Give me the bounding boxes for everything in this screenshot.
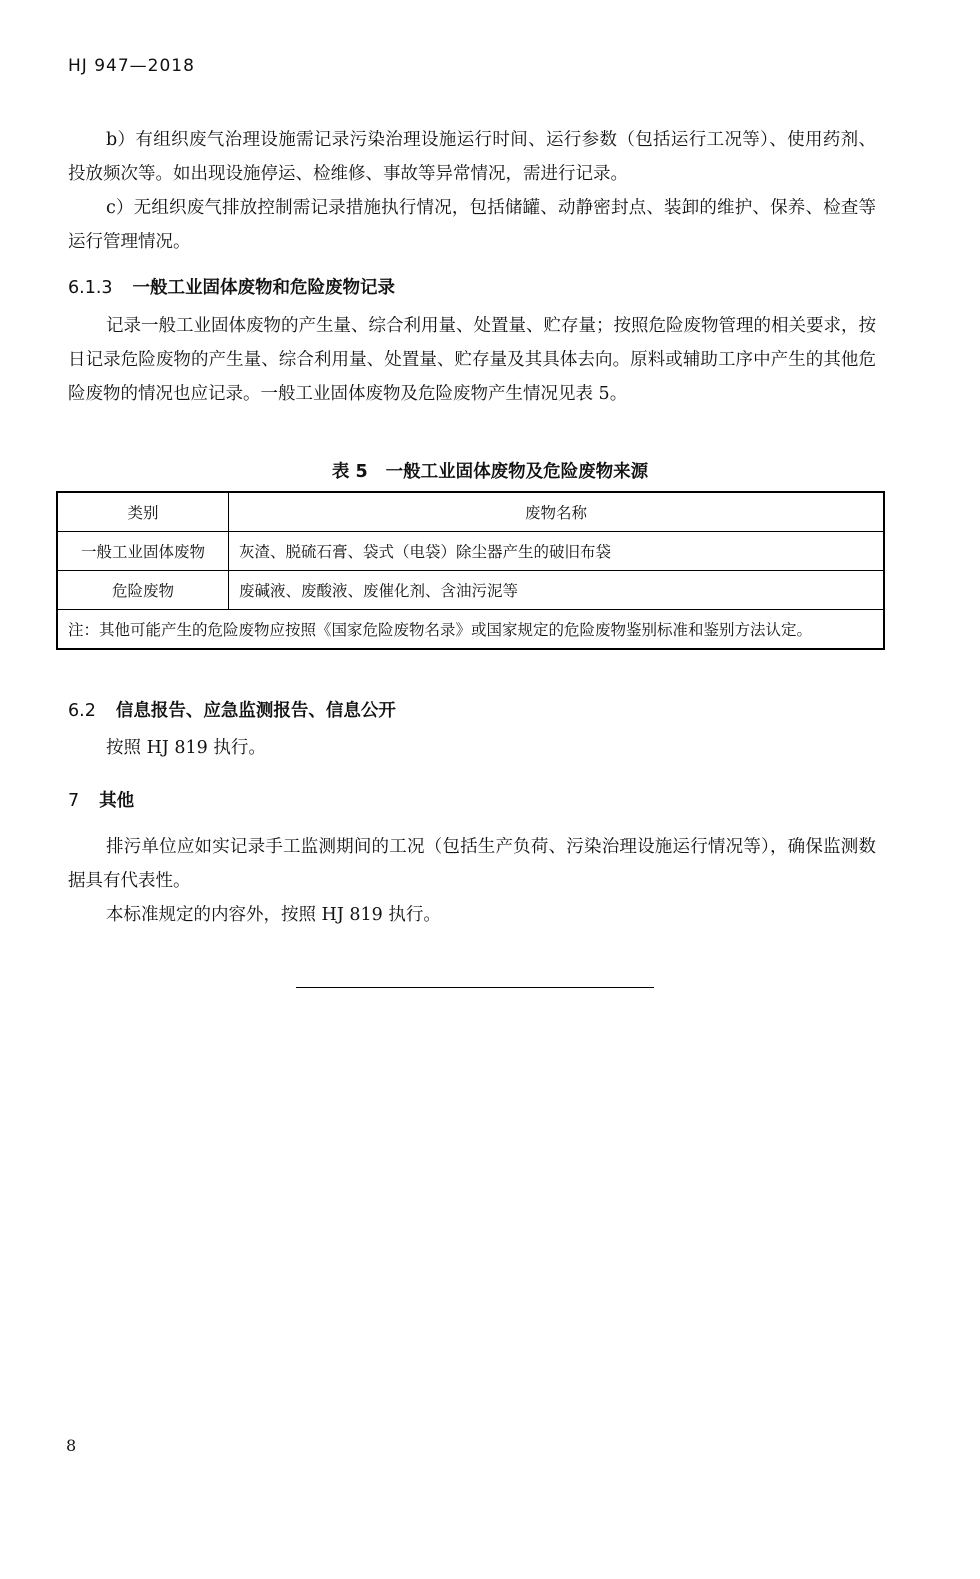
section-title: 信息报告、应急监测报告、信息公开 — [115, 701, 396, 721]
table-header-row — [57, 492, 884, 532]
paragraph-6-2: 按照 HJ 819 执行。 — [106, 738, 266, 758]
waste-name-cell: 灰渣、脱硫石膏、袋式（电袋）除尘器产生的破旧布袋 — [229, 532, 885, 571]
waste-name-cell: 废碱液、废酸液、废催化剂、含油污泥等 — [229, 571, 885, 610]
document-id: HJ 947—2018 — [68, 56, 195, 76]
category-cell: 危险废物 — [57, 571, 229, 610]
section-title: 一般工业固体废物和危险废物记录 — [132, 278, 396, 298]
section-heading-6-2 — [68, 697, 396, 722]
section-title: 其他 — [99, 791, 135, 811]
table-caption — [0, 458, 980, 483]
paragraph-c: c）无组织废气排放控制需记录措施执行情况，包括储罐、动静密封点、装卸的维护、保养、检查等运行管理情况。 — [68, 198, 876, 252]
waste-source-table — [56, 491, 885, 650]
table-row — [57, 532, 884, 571]
paragraph-6-1-3: 记录一般工业固体废物的产生量、综合利用量、处置量、贮存量；按照危险废物管理的相关要求，按日记录危险废物的产生量、综合利用量、处置量、贮存量及其具体去向。原料或辅助工序中产生的其他危险废物的情况也应记录。一般工业固体废物及危险废物产生情况见表 5。 — [68, 316, 876, 404]
category-cell: 一般工业固体废物 — [57, 532, 229, 571]
section-heading-7 — [68, 787, 134, 812]
section-number: 7 — [68, 791, 80, 811]
table-note: 注：其他可能产生的危险废物应按照《国家危险废物名录》或国家规定的危险废物鉴别标准和鉴别方法认定。 — [57, 610, 884, 650]
table-row — [57, 571, 884, 610]
column-header-category: 类别 — [57, 492, 229, 532]
end-rule — [296, 987, 654, 988]
column-header-waste-name: 废物名称 — [229, 492, 885, 532]
section-number: 6.2 — [68, 701, 96, 721]
paragraph-b: b）有组织废气治理设施需记录污染治理设施运行时间、运行参数（包括运行工况等）、使用药剂、投放频次等。如出现设施停运、检维修、事故等异常情况，需进行记录。 — [68, 130, 876, 184]
paragraph-7b: 本标准规定的内容外，按照 HJ 819 执行。 — [106, 905, 441, 925]
page-number: 8 — [66, 1436, 77, 1455]
table-caption-number: 表 5 — [331, 462, 368, 482]
paragraph-7a: 排污单位应如实记录手工监测期间的工况（包括生产负荷、污染治理设施运行情况等），确保监测数据具有代表性。 — [68, 837, 876, 891]
table-caption-title: 一般工业固体废物及危险废物来源 — [385, 462, 649, 482]
section-number: 6.1.3 — [68, 278, 113, 298]
table-note-row — [57, 610, 884, 650]
section-heading-6-1-3 — [68, 274, 395, 299]
